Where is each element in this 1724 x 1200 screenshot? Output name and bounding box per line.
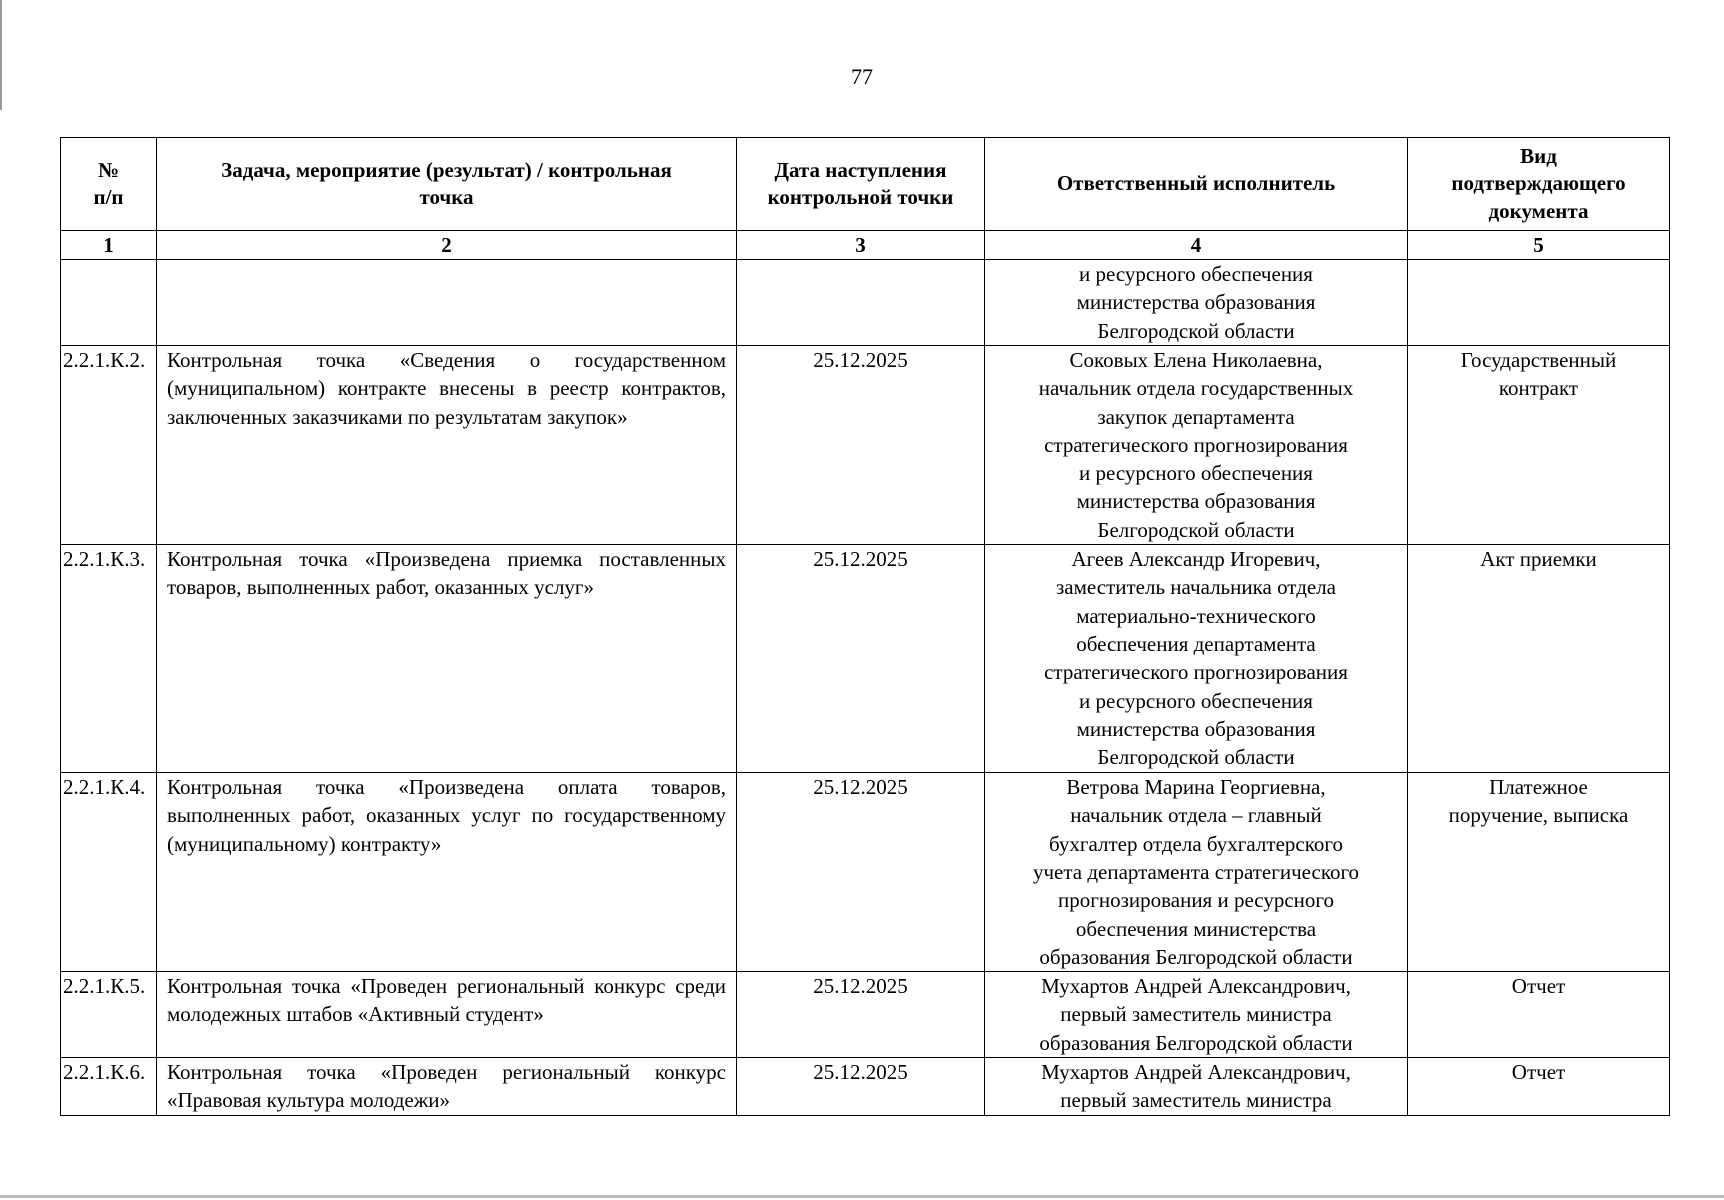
header-executor: Ответственный исполнитель [985,138,1408,231]
cell-document: Государственный контракт [1408,346,1670,545]
cell-document [1408,260,1670,346]
column-number: 3 [737,231,985,260]
cell-task [157,260,737,346]
header-document: Вид подтверждающего документа [1408,138,1670,231]
cell-executor: Мухартов Андрей Александрович, первый заместитель министра [985,1058,1408,1116]
scan-edge-left [0,0,2,110]
cell-executor: Соковых Елена Николаевна, начальник отдела государственных закупок департамента стратегического прогнозирования и ресурсного обеспечения министерства образования Белгородской области [985,346,1408,545]
table-row [61,972,1670,1058]
cell-executor: и ресурсного обеспечения министерства образования Белгородской области [985,260,1408,346]
cell-number: 2.2.1.К.5. [61,972,157,1058]
cell-date: 25.12.2025 [737,346,985,545]
cell-task: Контрольная точка «Проведен региональный конкурс среди молодежных штабов «Активный студент» [157,972,737,1058]
header-task: Задача, мероприятие (результат) / контрольная точка [157,138,737,231]
table-row-continuation [61,260,1670,346]
cell-date: 25.12.2025 [737,1058,985,1116]
cell-number: 2.2.1.К.2. [61,346,157,545]
cell-document: Отчет [1408,1058,1670,1116]
cell-executor: Мухартов Андрей Александрович, первый заместитель министра образования Белгородской области [985,972,1408,1058]
cell-document: Акт приемки [1408,545,1670,773]
cell-number: 2.2.1.К.6. [61,1058,157,1116]
cell-document: Отчет [1408,972,1670,1058]
cell-task: Контрольная точка «Проведен региональный конкурс «Правовая культура молодежи» [157,1058,737,1116]
control-points-table [60,137,1670,1116]
table-row [61,773,1670,972]
table-header-row [61,138,1670,231]
page-number: 77 [851,64,873,89]
header-number: № п/п [61,138,157,231]
cell-date: 25.12.2025 [737,773,985,972]
scan-edge-bottom [0,1195,1724,1198]
cell-number: 2.2.1.К.3. [61,545,157,773]
cell-task: Контрольная точка «Произведена оплата товаров, выполненных работ, оказанных услуг по государственному (муниципальному) контракту» [157,773,737,972]
cell-date [737,260,985,346]
cell-task: Контрольная точка «Сведения о государственном (муниципальном) контракте внесены в реестр контрактов, заключенных заказчиками по результатам закупок» [157,346,737,545]
cell-task: Контрольная точка «Произведена приемка поставленных товаров, выполненных работ, оказанных услуг» [157,545,737,773]
column-number-row [61,231,1670,260]
cell-executor: Ветрова Марина Георгиевна, начальник отдела – главный бухгалтер отдела бухгалтерского учета департамента стратегического прогнозирования и ресурсного обеспечения министерства образования Белгородской области [985,773,1408,972]
column-number: 4 [985,231,1408,260]
cell-number [61,260,157,346]
cell-date: 25.12.2025 [737,972,985,1058]
cell-executor: Агеев Александр Игоревич, заместитель начальника отдела материально-технического обеспечения департамента стратегического прогнозирования и ресурсного обеспечения министерства образования Белгородской области [985,545,1408,773]
cell-number: 2.2.1.К.4. [61,773,157,972]
cell-document: Платежное поручение, выписка [1408,773,1670,972]
header-date: Дата наступления контрольной точки [737,138,985,231]
table-row [61,545,1670,773]
column-number: 1 [61,231,157,260]
column-number: 2 [157,231,737,260]
column-number: 5 [1408,231,1670,260]
table-row [61,346,1670,545]
table-row [61,1058,1670,1116]
cell-date: 25.12.2025 [737,545,985,773]
